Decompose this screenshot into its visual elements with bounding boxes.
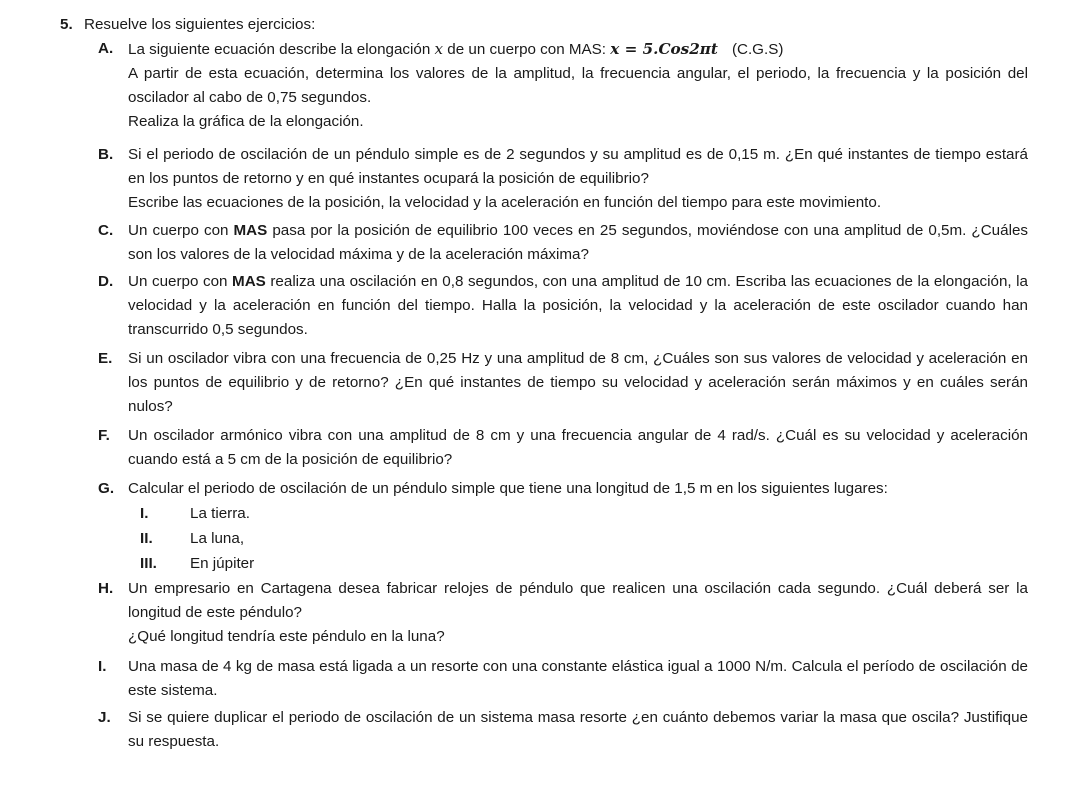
exercise-c-text: Un cuerpo con MAS pasa por la posición de equilibrio 100 veces en 25 segundos, moviéndose con una amplitud de 0,5m. ¿Cuáles son los valores de la velocidad máxima y de la aceleración máxima? <box>128 222 1028 263</box>
exercise-d-text: Un cuerpo con MAS realiza una oscilación en 0,8 segundos, con una amplitud de 10 cm. Escriba las ecuaciones de la elongación, la velocidad y la aceleración en función del tiempo. Halla la posición, la velocidad y la aceleración de este oscilador cuando han transcurrido 0,5 segundos. <box>128 273 1028 338</box>
list-item: I. La tierra. <box>140 502 250 526</box>
exercise-j <box>98 706 1028 754</box>
exercise-b <box>98 143 1028 215</box>
exercise-e-text: Si un oscilador vibra con una frecuencia de 0,25 Hz y una amplitud de 8 cm, ¿Cuáles son sus valores de velocidad y aceleración en los puntos de equilibrio y de retorno? ¿En qué instantes de tiempo su velocidad y aceleración serán máximos y en cuáles serán nulos? <box>128 350 1028 415</box>
exercise-f-text: Un oscilador armónico vibra con una amplitud de 8 cm y una frecuencia angular de 4 rad/s. ¿Cuál es su velocidad y aceleración cuando está a 5 cm de la posición de equilibrio? <box>128 427 1028 468</box>
mas-bold: MAS <box>233 222 268 239</box>
variable-x: x <box>434 40 444 58</box>
roman-numeral: III. <box>140 555 157 572</box>
exercise-d <box>98 270 1028 342</box>
roman-numeral: I. <box>140 505 149 522</box>
exercise-label: J. <box>98 709 111 726</box>
exercise-h-text: Un empresario en Cartagena desea fabricar relojes de péndulo que realicen una oscilación cada segundo. ¿Cuál deberá ser la longitud de este péndulo? <box>128 580 1028 621</box>
roman-numeral: II. <box>140 530 153 547</box>
exercise-b-text: Si el periodo de oscilación de un péndulo simple es de 2 segundos y su amplitud es de 0,15 m. ¿En qué instantes de tiempo estará en los puntos de retorno y en qué instantes ocupará la posición de equilibrio? <box>128 146 1028 187</box>
exercise-f <box>98 424 1028 472</box>
exercise-a-text: A partir de esta ecuación, determina los valores de la amplitud, la frecuencia angular, el periodo, la frecuencia y la posición del oscilador al cabo de 0,75 segundos. <box>128 65 1028 106</box>
exercise-e <box>98 347 1028 419</box>
exercise-label: B. <box>98 146 114 163</box>
equation: x = 5.Cos2πt <box>610 40 718 58</box>
exercise-b-equations-text: Escribe las ecuaciones de la posición, la velocidad y la aceleración en función del tiempo para este movimiento. <box>128 194 882 211</box>
exercise-label: I. <box>98 658 107 675</box>
exercise-label: E. <box>98 350 113 367</box>
exercise-h-moon-text: ¿Qué longitud tendría este péndulo en la luna? <box>128 628 445 645</box>
list-item: III. En júpiter <box>140 552 254 576</box>
exercise-i <box>98 655 1028 703</box>
exercise-label: G. <box>98 480 115 497</box>
exercise-label: D. <box>98 273 114 290</box>
exercise-a-statement: La siguiente ecuación describe la elongación x de un cuerpo con MAS: x = 5.Cos2πt (C.G.S) <box>128 40 784 58</box>
exercise-g <box>98 477 1028 501</box>
section-heading <box>60 13 315 37</box>
exercise-label: A. <box>98 40 114 57</box>
section-title: Resuelve los siguientes ejercicios: <box>84 16 316 33</box>
exercise-j-text: Si se quiere duplicar el periodo de oscilación de un sistema masa resorte ¿en cuánto debemos variar la masa que oscila? Justifique su respuesta. <box>128 709 1028 750</box>
list-item: II. La luna, <box>140 527 244 551</box>
exercise-label: C. <box>98 222 114 239</box>
units: (C.G.S) <box>731 41 784 58</box>
exercise-h <box>98 577 1028 649</box>
section-number: 5. <box>60 16 73 33</box>
exercise-i-text: Una masa de 4 kg de masa está ligada a un resorte con una constante elástica igual a 1000 N/m. Calcula el período de oscilación de este sistema. <box>128 658 1028 699</box>
exercise-c <box>98 219 1028 267</box>
exercise-label: F. <box>98 427 110 444</box>
exercise-a-graph-text: Realiza la gráfica de la elongación. <box>128 113 364 130</box>
exercise-a <box>98 37 1028 134</box>
exercise-g-text: Calcular el periodo de oscilación de un péndulo simple que tiene una longitud de 1,5 m en los siguientes lugares: <box>128 480 888 497</box>
exercise-label: H. <box>98 580 114 597</box>
mas-bold: MAS <box>232 273 266 290</box>
